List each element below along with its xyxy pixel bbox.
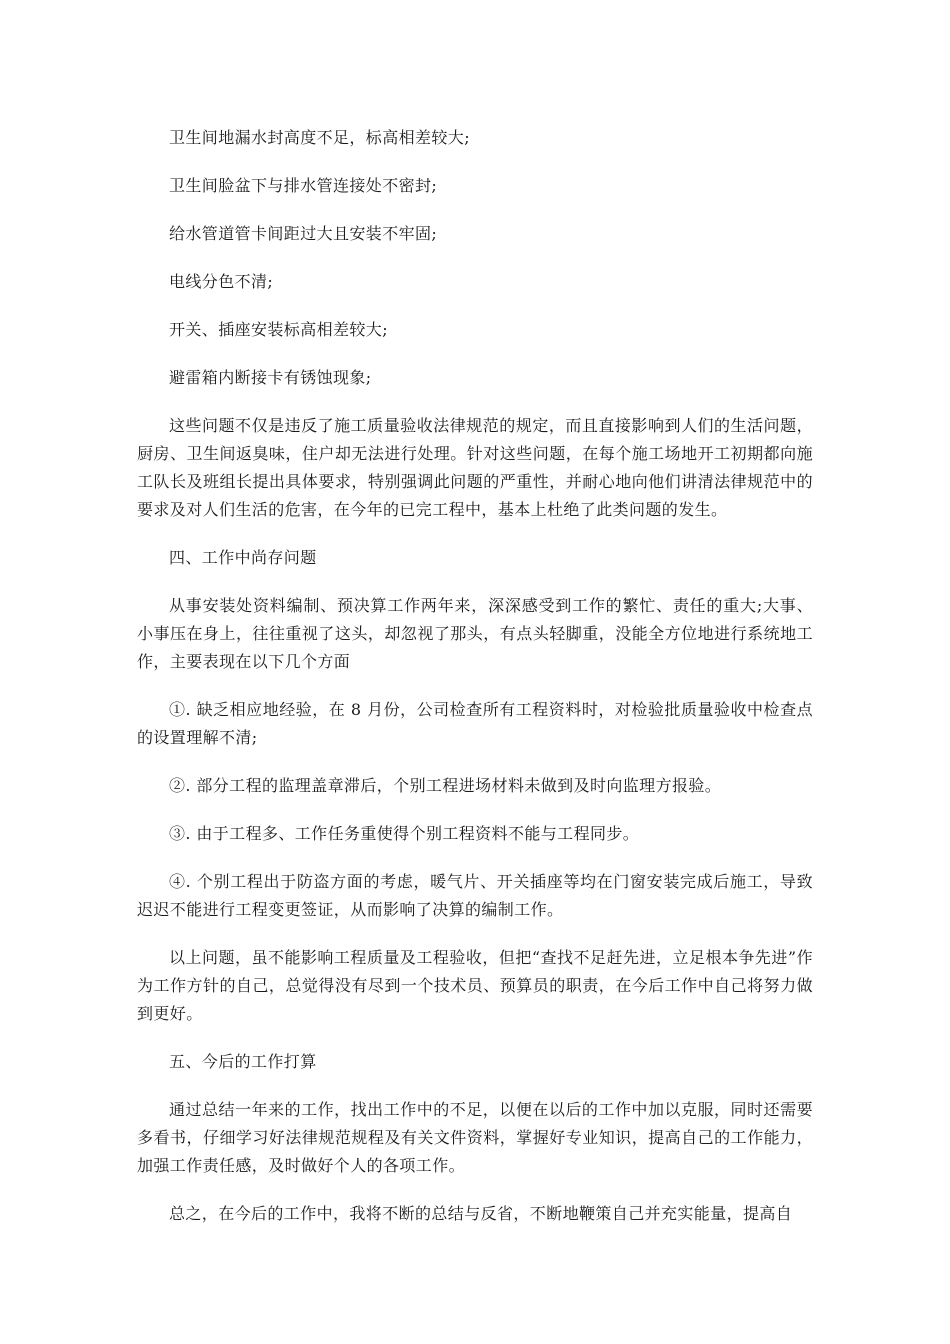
list-item-pipe-clamp: 给水管道管卡间距过大且安装不牢固; <box>169 224 438 243</box>
list-item-lightning-box: 避雷箱内断接卡有锈蚀现象; <box>169 368 372 387</box>
list-item-problem-4: ④. 个别工程出于防盗方面的考虑，暖气片、开关插座等均在门窗安装完成后施工，导致迟迟不能进行工程变更签证，从而影响了决算的编制工作。 <box>137 872 813 919</box>
list-item-washbasin-seal: 卫生间脸盆下与排水管连接处不密封; <box>169 176 438 195</box>
body-paragraph-work-intro: 从事安装处资料编制、预决算工作两年来，深深感受到工作的繁忙、责任的重大;大事、小事压在身上，往往重视了这头，却忽视了那头，有点头轻脚重，没能全方位地进行系统地工作，主要表现在以下几个方面 <box>137 596 813 671</box>
section-heading-5: 五、今后的工作打算 <box>169 1052 317 1071</box>
list-item-switch-socket: 开关、插座安装标高相差较大; <box>169 320 388 339</box>
list-item-problem-1: ①. 缺乏相应地经验，在 8 月份，公司检查所有工程资料时，对检验批质量验收中检查点的设置理解不清; <box>137 700 813 747</box>
body-paragraph-conclusion: 总之，在今后的工作中，我将不断的总结与反省，不断地鞭策自己并充实能量，提高自 <box>169 1204 793 1223</box>
list-item-problem-3: ③. 由于工程多、工作任务重使得个别工程资料不能与工程同步。 <box>169 824 640 843</box>
body-paragraph-issues: 这些问题不仅是违反了施工质量验收法律规范的规定，而且直接影响到人们的生活问题，厨房、卫生间返臭味，住户却无法进行处理。针对这些问题，在每个施工场地开工初期都向施工队长及班组长提出具体要求，特别强调此问题的严重性，并耐心地向他们讲清法律规范中的要求及对人们生活的危害，在今年的已完工程中，基本上杜绝了此类问题的发生。 <box>137 416 813 519</box>
list-item-floor-drain: 卫生间地漏水封高度不足，标高相差较大; <box>169 128 470 147</box>
body-paragraph-plan: 通过总结一年来的工作，找出工作中的不足，以便在以后的工作中加以克服，同时还需要多看书，仔细学习好法律规范规程及有关文件资料，掌握好专业知识，提高自己的工作能力，加强工作责任感，及时做好个人的各项工作。 <box>137 1100 813 1175</box>
section-heading-4: 四、工作中尚存问题 <box>169 548 317 567</box>
list-item-problem-2: ②. 部分工程的监理盖章滞后，个别工程进场材料未做到及时向监理方报验。 <box>169 776 722 795</box>
document-body <box>137 124 813 1248</box>
list-item-wire-color: 电线分色不清; <box>169 272 274 291</box>
body-paragraph-summary: 以上问题，虽不能影响工程质量及工程验收，但把“查找不足赶先进，立足根本争先进”作为工作方针的自己，总觉得没有尽到一个技术员、预算员的职责，在今后工作中自己将努力做到更好。 <box>137 948 813 1023</box>
